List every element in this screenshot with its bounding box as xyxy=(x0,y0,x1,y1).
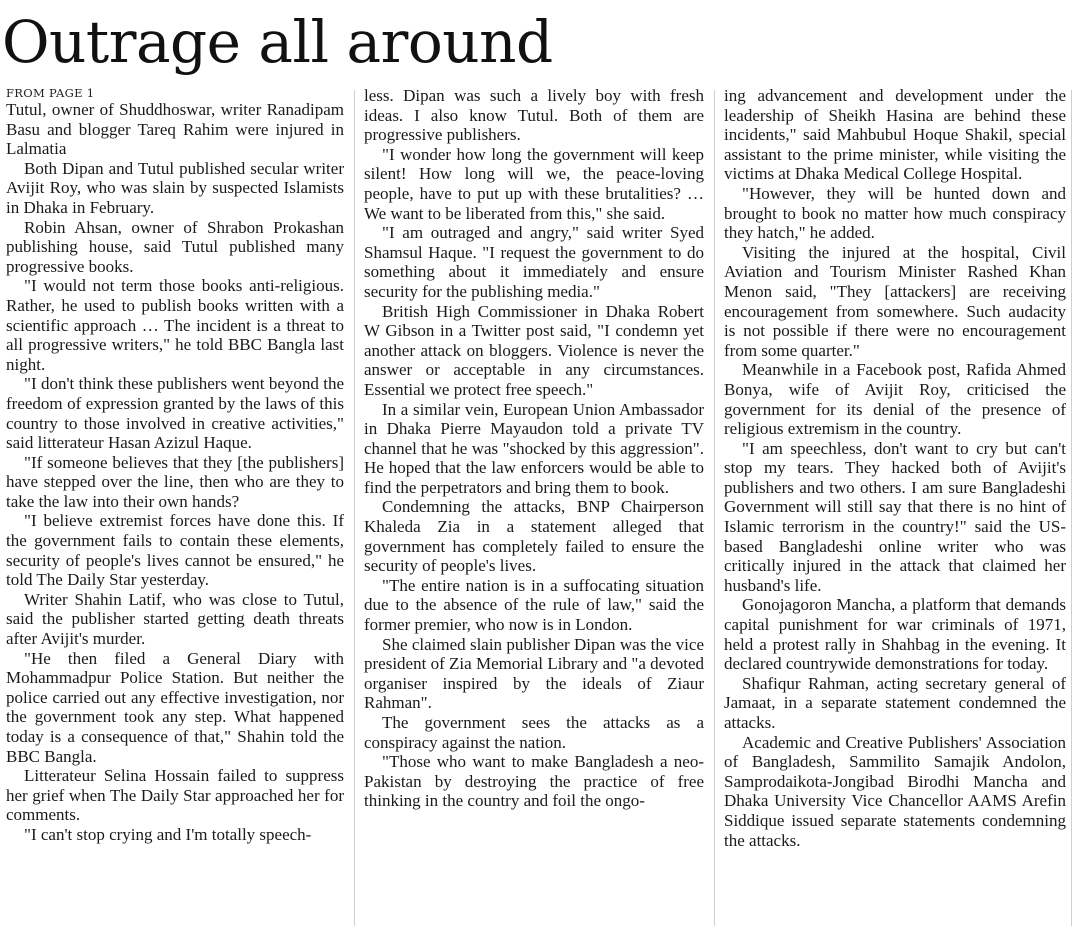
paragraph: "I would not term those books anti-religious. Rather, he used to publish books written with a scientific approach … The incident is a threat to all progressive writers," he told BBC Bangla last night. xyxy=(6,276,344,374)
paragraph: Robin Ahsan, owner of Shrabon Prokashan publishing house, said Tutul published many progressive books. xyxy=(6,217,344,276)
paragraph: "Those who want to make Bangladesh a neo-Pakistan by destroying the practice of free thinking in the country and foil the ongo- xyxy=(364,752,704,811)
paragraph: In a similar vein, European Union Ambassador in Dhaka Pierre Mayaudon told a private TV channel that he was "shocked by this aggression". He hoped that the law enforcers would be able to find the perpetrators and bring them to book. xyxy=(364,399,704,497)
paragraph: "I don't think these publishers went beyond the freedom of expression granted by the laws of this country to those involved in creative activities," said litterateur Hasan Azizul Haque. xyxy=(6,374,344,453)
paragraph: "If someone believes that they [the publishers] have stepped over the line, then who are they to take the law into their own hands? xyxy=(6,452,344,511)
paragraph: "However, they will be hunted down and brought to book no matter how much conspiracy they hatch," he added. xyxy=(724,183,1066,243)
column-divider xyxy=(714,90,715,926)
paragraph: Meanwhile in a Facebook post, Rafida Ahmed Bonya, wife of Avijit Roy, criticised the government for its denial of the presence of religious extremism in the country. xyxy=(724,360,1066,439)
paragraph: Tutul, owner of Shuddhoswar, writer Ranadipam Basu and blogger Tareq Rahim were injured in Lalmatia xyxy=(6,100,344,159)
paragraph: British High Commissioner in Dhaka Robert W Gibson in a Twitter post said, "I condemn yet another attack on bloggers. Violence is never the answer or acceptable in any circumstances. Essential we protect free speech." xyxy=(364,301,704,399)
column-divider xyxy=(354,90,355,926)
paragraph: Both Dipan and Tutul published secular writer Avijit Roy, who was slain by suspected Islamists in Dhaka in February. xyxy=(6,158,344,217)
paragraph: Academic and Creative Publishers' Association of Bangladesh, Sammilito Samajik Andolon, Samprodaikota-Jongibad Birodhi Mancha and Dhaka University Vice Chancellor AAMS Arefin Siddique issued separate statements condemning the attacks. xyxy=(724,732,1066,850)
paragraph: "I am outraged and angry," said writer Syed Shamsul Haque. "I request the government to do something about it immediately and ensure security for the publishing media." xyxy=(364,223,704,301)
article-column-2 xyxy=(364,86,704,934)
paragraph: The government sees the attacks as a conspiracy against the nation. xyxy=(364,713,704,752)
paragraph: less. Dipan was such a lively boy with fresh ideas. I also know Tutul. Both of them are progressive publishers. xyxy=(364,86,704,145)
paragraph: She claimed slain publisher Dipan was the vice president of Zia Memorial Library and "a devoted organiser inspired by the ideals of Ziaur Rahman". xyxy=(364,634,704,713)
paragraph: Litterateur Selina Hossain failed to suppress her grief when The Daily Star approached her for comments. xyxy=(6,766,344,825)
column-divider xyxy=(1071,90,1072,926)
jump-label: FROM PAGE 1 xyxy=(6,86,95,100)
paragraph: Condemning the attacks, BNP Chairperson Khaleda Zia in a statement alleged that government has completely failed to ensure the security of people's lives. xyxy=(364,497,704,576)
paragraph: Writer Shahin Latif, who was close to Tutul, said the publisher started getting death threats after Avijit's murder. xyxy=(6,589,344,649)
paragraph: Gonojagoron Mancha, a platform that demands capital punishment for war criminals of 1971, held a protest rally in Shahbag in the evening. It declared countrywide demonstrations for today. xyxy=(724,595,1066,674)
paragraph: "He then filed a General Diary with Mohammadpur Police Station. But neither the police carried out any effective investigation, nor the government took any step. What happened today is a consequence of that," Shahin told the BBC Bangla. xyxy=(6,648,344,766)
paragraph: "The entire nation is in a suffocating situation due to the absence of the rule of law," said the former premier, who now is in London. xyxy=(364,575,704,635)
paragraph: "I believe extremist forces have done this. If the government fails to contain these elements, security of people's lives cannot be ensured," he told The Daily Star yesterday. xyxy=(6,511,344,590)
article-column-3 xyxy=(724,86,1066,934)
paragraph: Visiting the injured at the hospital, Civil Aviation and Tourism Minister Rashed Khan Menon said, "They [attackers] are receiving encouragement from somewhere. Such audacity is not possible if there were no encouragement from some quarter." xyxy=(724,242,1066,360)
paragraph: "I am speechless, don't want to cry but can't stop my tears. They hacked both of Avijit's publishers and two others. I am sure Bangladeshi Government will still say that there is no hint of Islamic terrorism in the country!" said the US-based Bangladeshi online writer who was critically injured in the attack that claimed her husband's life. xyxy=(724,438,1066,595)
paragraph: Shafiqur Rahman, acting secretary general of Jamaat, in a separate statement condemned the attacks. xyxy=(724,673,1066,732)
headline: Outrage all around xyxy=(2,8,553,76)
article-column-1 xyxy=(6,86,344,934)
paragraph: "I can't stop crying and I'm totally speech- xyxy=(24,824,312,844)
paragraph: ing advancement and development under the leadership of Sheikh Hasina are behind these incidents," said Mahbubul Hoque Shakil, special assistant to the prime minister, while visiting the victims at Dhaka Medical College Hospital. xyxy=(724,86,1066,184)
paragraph: "I wonder how long the government will keep silent! How long will we, the peace-loving people, have to put up with these brutalities? … We want to be liberated from this," she said. xyxy=(364,144,704,223)
